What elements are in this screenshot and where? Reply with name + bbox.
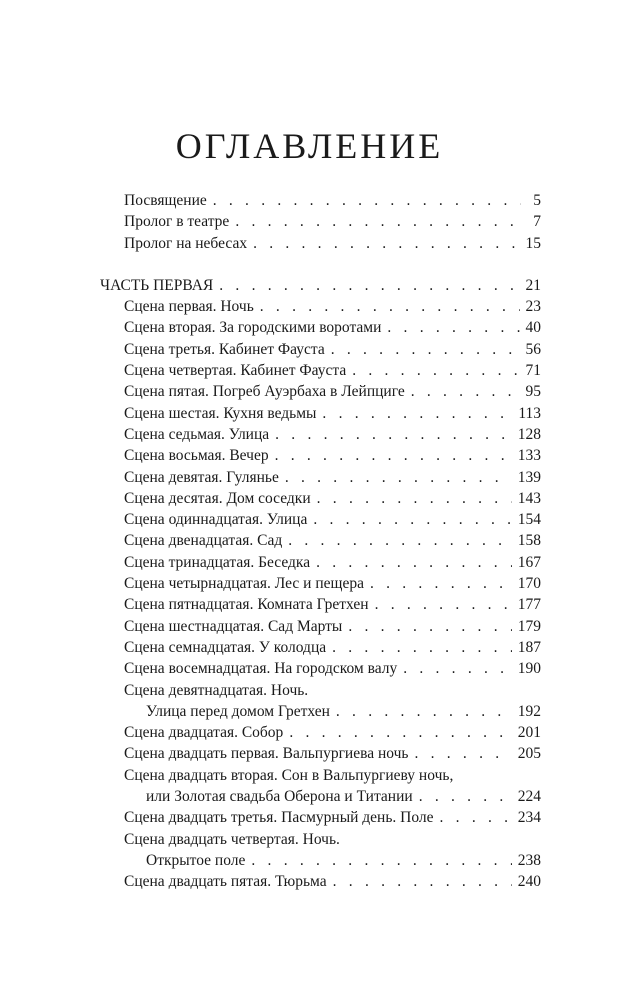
dot-leader <box>322 403 512 424</box>
toc-entry-page-number: 187 <box>517 638 541 656</box>
toc-entry[interactable] <box>100 530 541 551</box>
toc-entry[interactable] <box>100 573 541 594</box>
dot-leader <box>375 594 512 615</box>
toc-entry-page-number: 23 <box>525 298 541 316</box>
toc-entry[interactable] <box>100 424 541 445</box>
toc-entry-page-number: 179 <box>517 617 541 635</box>
dot-leader <box>317 488 512 509</box>
dot-leader <box>333 871 512 892</box>
toc-entry-page-number: 238 <box>517 851 541 869</box>
toc-entry-page-number: 95 <box>525 383 541 401</box>
toc-entry-page-number: 40 <box>525 319 541 337</box>
toc-entry-page-number: 167 <box>517 553 541 571</box>
toc-entry[interactable] <box>100 190 541 211</box>
toc-entry[interactable] <box>100 296 541 317</box>
toc-entry-label: Сцена двадцать четвертая. Ночь. <box>124 830 340 848</box>
dot-leader <box>332 637 512 658</box>
toc-entry-label: Открытое поле <box>146 851 246 869</box>
toc-entry[interactable] <box>100 722 541 743</box>
toc-entry-page-number: 158 <box>517 532 541 550</box>
dot-leader <box>213 190 521 211</box>
toc-entry[interactable] <box>100 339 541 360</box>
toc-entry-page-number: 190 <box>517 660 541 678</box>
toc-entry-label: Сцена двадцать третья. Пасмурный день. Поле <box>124 809 434 827</box>
toc-entry[interactable] <box>100 467 541 488</box>
dot-leader <box>336 701 512 722</box>
toc-entry[interactable] <box>100 445 541 466</box>
toc-entry-page-number: 56 <box>525 340 541 358</box>
toc-entry[interactable] <box>100 658 541 679</box>
toc-entry-label: Сцена двадцать первая. Вальпургиева ночь <box>124 745 409 763</box>
dot-leader <box>348 616 511 637</box>
dot-leader <box>331 339 520 360</box>
dot-leader <box>370 573 512 594</box>
toc-entry-label: Сцена тринадцатая. Беседка <box>124 553 311 571</box>
table-of-contents <box>100 190 541 893</box>
toc-entry-label: Сцена третья. Кабинет Фауста <box>124 340 325 358</box>
toc-entry-label: ЧАСТЬ ПЕРВАЯ <box>100 276 214 294</box>
toc-entry[interactable] <box>100 233 541 254</box>
toc-entry-label: Сцена четвертая. Кабинет Фауста <box>124 362 347 380</box>
toc-entry[interactable] <box>100 637 541 658</box>
dot-leader <box>235 211 521 232</box>
toc-entry-page-number: 143 <box>517 489 541 507</box>
toc-entry-page-number: 224 <box>517 788 541 806</box>
toc-entry[interactable] <box>100 509 541 530</box>
toc-entry-label: Сцена пятнадцатая. Комната Гретхен <box>124 596 369 614</box>
toc-entry-page-number: 21 <box>525 276 541 294</box>
toc-entry-page-number: 113 <box>518 404 541 422</box>
dot-leader <box>411 381 520 402</box>
toc-entry-label: Сцена двадцатая. Собор <box>124 724 284 742</box>
dot-leader <box>352 360 519 381</box>
dot-leader <box>275 424 512 445</box>
toc-entry[interactable] <box>100 381 541 402</box>
toc-entry-label: Сцена вторая. За городскими воротами <box>124 319 382 337</box>
toc-entry-label: Сцена пятая. Погреб Ауэрбаха в Лейпциге <box>124 383 405 401</box>
toc-entry[interactable] <box>100 786 541 807</box>
toc-entry-label: Сцена восемнадцатая. На городском валу <box>124 660 398 678</box>
toc-entry-label: или Золотая свадьба Оберона и Титании <box>146 788 413 806</box>
toc-entry[interactable] <box>100 275 541 296</box>
toc-entry-page-number: 7 <box>533 213 541 231</box>
toc-entry-label: Сцена одиннадцатая. Улица <box>124 511 308 529</box>
dot-leader <box>313 509 511 530</box>
toc-entry-label: Сцена семнадцатая. У колодца <box>124 638 327 656</box>
toc-entry-page-number: 170 <box>517 575 541 593</box>
toc-entry[interactable] <box>100 360 541 381</box>
toc-entry-page-number: 177 <box>517 596 541 614</box>
toc-entry-label: Сцена девятнадцатая. Ночь. <box>124 681 309 699</box>
dot-leader <box>285 467 512 488</box>
toc-entry[interactable] <box>100 403 541 424</box>
toc-entry-page-number: 201 <box>517 724 541 742</box>
toc-entry[interactable] <box>100 552 541 573</box>
toc-entry-label: Сцена четырнадцатая. Лес и пещера <box>124 575 364 593</box>
toc-entry-page-number: 15 <box>525 234 541 252</box>
toc-entry[interactable] <box>100 743 541 764</box>
dot-leader <box>253 233 519 254</box>
toc-entry-label: Сцена седьмая. Улица <box>124 425 270 443</box>
toc-entry-page-number: 205 <box>517 745 541 763</box>
toc-entry[interactable] <box>100 211 541 232</box>
toc-entry-label: Улица перед домом Гретхен <box>146 702 330 720</box>
toc-entry[interactable] <box>100 488 541 509</box>
dot-leader <box>403 658 512 679</box>
toc-entry-label: Сцена десятая. Дом соседки <box>124 489 311 507</box>
toc-entry-label: Пролог на небесах <box>124 234 248 252</box>
toc-entry[interactable] <box>100 317 541 338</box>
toc-entry-label: Сцена двадцать вторая. Сон в Вальпургиеву ночь, <box>124 766 454 784</box>
dot-leader <box>440 807 512 828</box>
toc-entry-label: Сцена двенадцатая. Сад <box>124 532 283 550</box>
dot-leader <box>288 530 512 551</box>
toc-entry-label: Сцена шестая. Кухня ведьмы <box>124 404 317 422</box>
toc-entry[interactable] <box>100 616 541 637</box>
toc-entry-page-number: 192 <box>517 702 541 720</box>
dot-leader <box>251 850 511 871</box>
toc-entry-page-number: 71 <box>525 362 541 380</box>
dot-leader <box>289 722 511 743</box>
dot-leader <box>260 296 520 317</box>
toc-entry[interactable] <box>100 765 541 786</box>
toc-entry[interactable] <box>100 871 541 892</box>
toc-entry-label: Сцена двадцать пятая. Тюрьма <box>124 873 327 891</box>
toc-entry-page-number: 234 <box>517 809 541 827</box>
toc-entry-page-number: 240 <box>517 873 541 891</box>
toc-entry-label: Сцена девятая. Гулянье <box>124 468 279 486</box>
dot-leader <box>316 552 512 573</box>
toc-entry[interactable] <box>100 829 541 850</box>
toc-entry-page-number: 133 <box>517 447 541 465</box>
dot-leader <box>414 743 511 764</box>
page-title: ОГЛАВЛЕНИЕ <box>175 126 444 166</box>
toc-entry-label: Сцена восьмая. Вечер <box>124 447 269 465</box>
toc-entry-label: Пролог в театре <box>124 213 230 231</box>
toc-entry-page-number: 154 <box>517 511 541 529</box>
toc-entry-label: Посвящение <box>124 192 207 209</box>
dot-leader <box>419 786 512 807</box>
toc-entry[interactable] <box>100 807 541 828</box>
toc-entry[interactable] <box>100 701 541 722</box>
dot-leader <box>275 445 512 466</box>
toc-entry[interactable] <box>100 594 541 615</box>
toc-entry[interactable] <box>100 850 541 871</box>
dot-leader <box>219 275 519 296</box>
toc-entry-label: Сцена первая. Ночь <box>124 298 254 316</box>
toc-entry-label: Сцена шестнадцатая. Сад Марты <box>124 617 343 635</box>
toc-entry-page-number: 5 <box>533 192 541 209</box>
toc-entry-page-number: 139 <box>517 468 541 486</box>
toc-entry[interactable] <box>100 680 541 701</box>
toc-entry-page-number: 128 <box>517 425 541 443</box>
dot-leader <box>387 317 519 338</box>
